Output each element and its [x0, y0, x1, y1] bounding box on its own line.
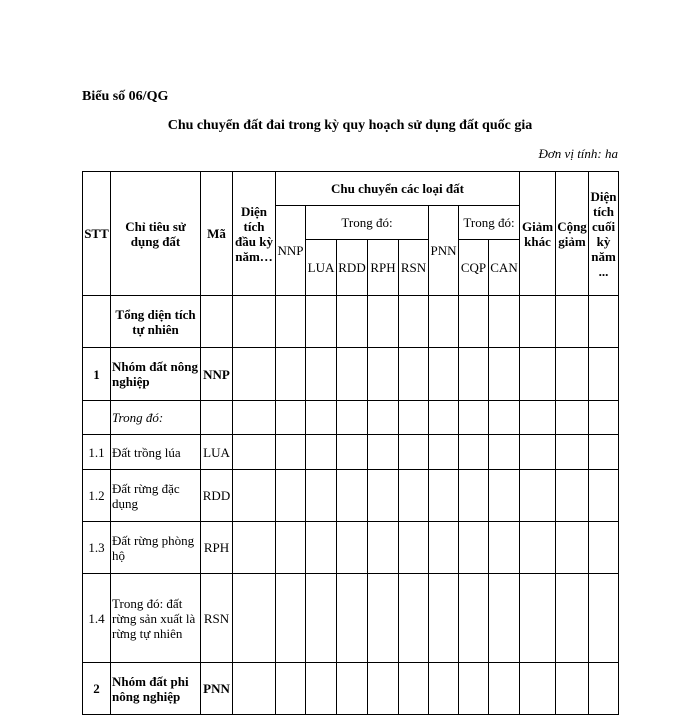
row-stt: 1.3 [83, 522, 111, 574]
header-indicator: Chỉ tiêu sử dụng đất [111, 172, 201, 296]
row-stt: 1.1 [83, 435, 111, 470]
header-other-decrease: Giảm khác [520, 172, 556, 296]
header-col-can: CAN [489, 240, 520, 296]
header-of-which-nonagri: Trong đó: [459, 206, 520, 240]
header-of-which-agri: Trong đó: [306, 206, 429, 240]
header-code: Mã [201, 172, 233, 296]
table-row [83, 522, 619, 574]
row-stt [83, 401, 111, 435]
row-code [201, 296, 233, 348]
row-stt: 2 [83, 663, 111, 715]
header-col-rdd: RDD [337, 240, 368, 296]
row-code: NNP [201, 348, 233, 401]
row-name: Trong đó: đất rừng sản xuất là rừng tự nhiên [111, 574, 201, 663]
row-code: RPH [201, 522, 233, 574]
table-row [83, 435, 619, 470]
row-name: Tổng diện tích tự nhiên [111, 296, 201, 348]
row-name: Nhóm đất nông nghiệp [111, 348, 201, 401]
row-code [201, 401, 233, 435]
header-col-lua: LUA [306, 240, 337, 296]
form-code: Biểu số 06/QG [82, 89, 169, 104]
row-stt: 1.2 [83, 470, 111, 522]
header-col-cqp: CQP [459, 240, 489, 296]
table-row [83, 401, 619, 435]
row-name: Nhóm đất phi nông nghiệp [111, 663, 201, 715]
header-col-pnn: PNN [429, 206, 459, 296]
table-row [83, 348, 619, 401]
row-code: RDD [201, 470, 233, 522]
row-name: Đất rừng đặc dụng [111, 470, 201, 522]
header-col-rsn: RSN [399, 240, 429, 296]
header-area-end: Diện tích cuối kỳ năm ... [589, 172, 619, 296]
document-title: Chu chuyển đất đai trong kỳ quy hoạch sử dụng đất quốc gia [167, 118, 533, 133]
row-name: Trong đó: [111, 401, 201, 435]
row-stt [83, 296, 111, 348]
row-code: LUA [201, 435, 233, 470]
header-area-start: Diện tích đầu kỳ năm… [233, 172, 276, 296]
table-row [83, 574, 619, 663]
header-col-nnp: NNP [276, 206, 306, 296]
header-transfer-group: Chu chuyển các loại đất [276, 172, 520, 206]
header-total-decrease: Cộng giảm [556, 172, 589, 296]
row-stt: 1 [83, 348, 111, 401]
header-stt: STT [83, 172, 111, 296]
table-row [83, 296, 619, 348]
row-stt: 1.4 [83, 574, 111, 663]
header-col-rph: RPH [368, 240, 399, 296]
row-code: RSN [201, 574, 233, 663]
table-row [83, 663, 619, 715]
row-name: Đất rừng phòng hộ [111, 522, 201, 574]
row-code: PNN [201, 663, 233, 715]
row-name: Đất trồng lúa [111, 435, 201, 470]
table-row [83, 470, 619, 522]
unit-note: Đơn vị tính: ha [538, 146, 618, 161]
land-transfer-table [82, 171, 619, 715]
